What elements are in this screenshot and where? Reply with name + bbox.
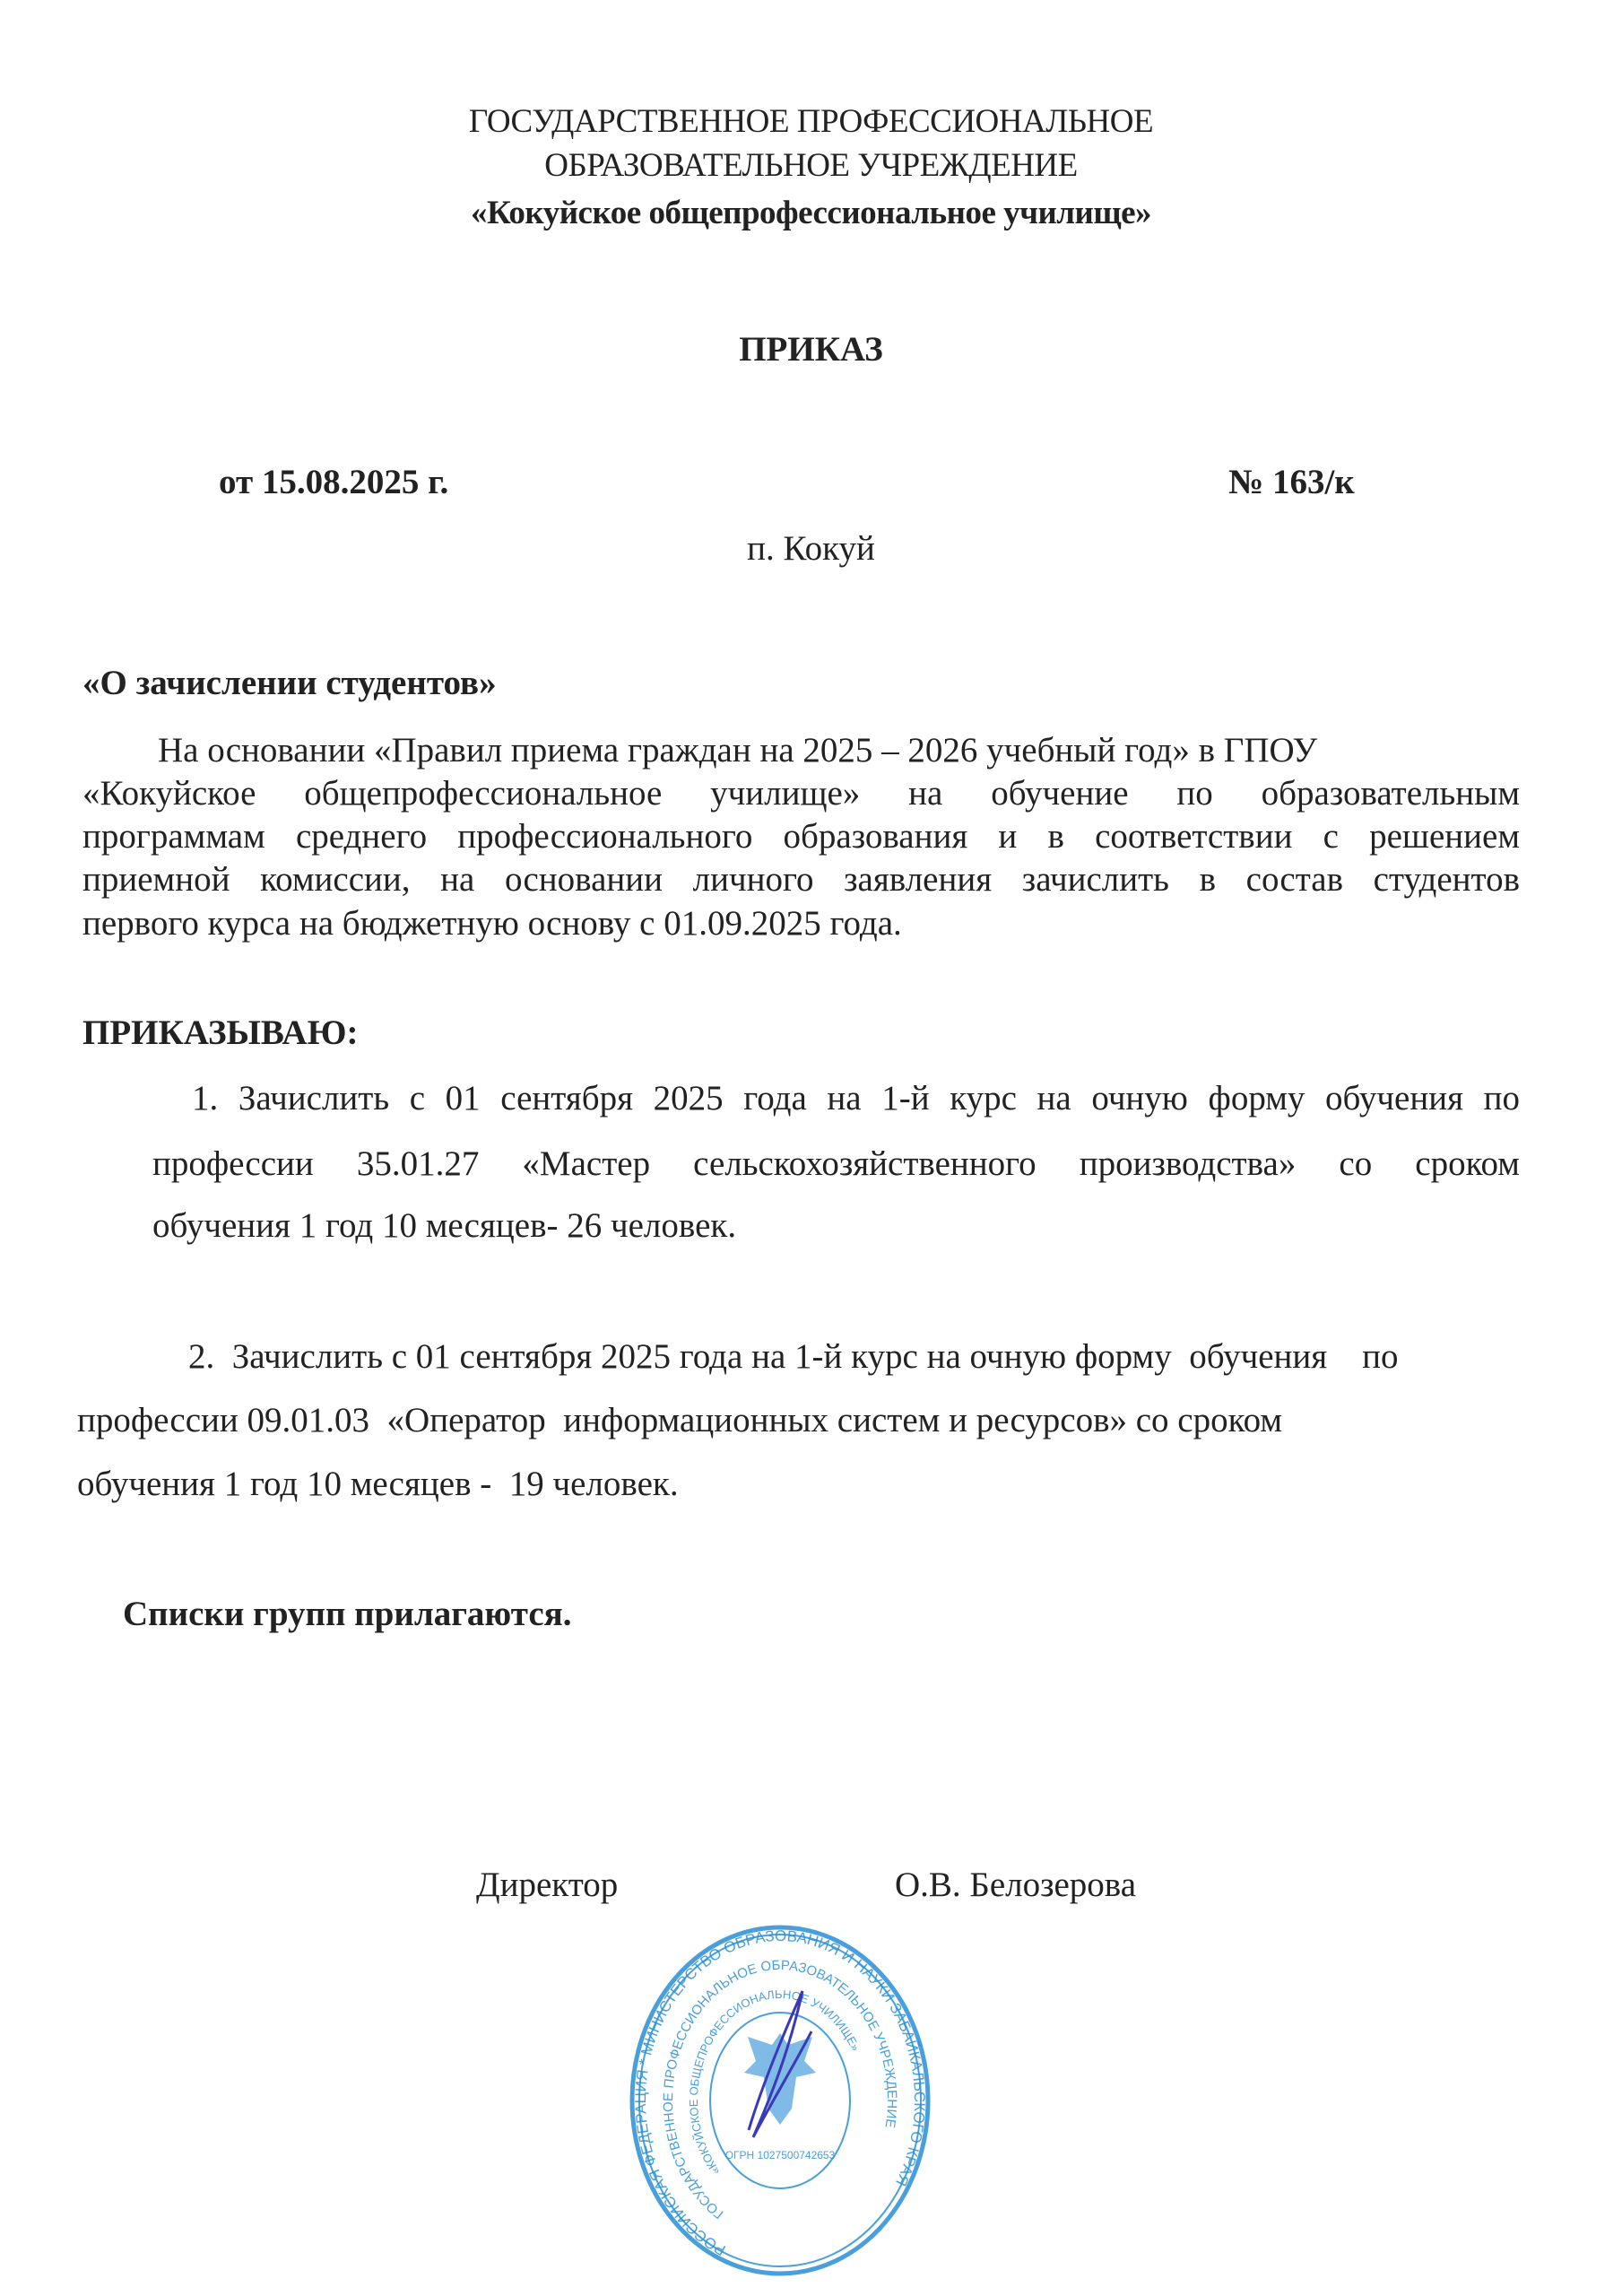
order-subject: «О зачислении студентов» bbox=[82, 664, 497, 702]
preamble-line: «Кокуйское общепрофессиональное училище» на обучение по образовательным bbox=[82, 774, 1520, 813]
item-line: обучения 1 год 10 месяцев- 26 человек. bbox=[152, 1206, 737, 1245]
order-title: ПРИКАЗ bbox=[739, 330, 883, 369]
preamble-line: первого курса на бюджетную основу с 01.09.2025 года. bbox=[82, 904, 902, 943]
order-date: от 15.08.2025 г. bbox=[219, 463, 449, 501]
order-place: п. Кокуй bbox=[747, 529, 875, 568]
svg-text:ГОСУДАРСТВЕННОЕ ПРОФЕССИОНАЛЬН: ГОСУДАРСТВЕННОЕ ПРОФЕССИОНАЛЬНОЕ ОБРАЗОВАТЕЛЬНОЕ УЧРЕЖДЕНИЕ bbox=[660, 1957, 900, 2222]
item-line: 2. Зачислить с 01 сентября 2025 года на 1-й курс на очную форму обучения по bbox=[188, 1337, 1399, 1376]
header-line-2: ОБРАЗОВАТЕЛЬНОЕ УЧРЕЖДЕНИЕ bbox=[544, 147, 1078, 184]
preamble-line: На основании «Правил приема граждан на 2025 – 2026 учебный год» в ГПОУ bbox=[158, 731, 1318, 770]
header-line-1: ГОСУДАРСТВЕННОЕ ПРОФЕССИОНАЛЬНОЕ bbox=[468, 103, 1154, 140]
attachments-note: Списки групп прилагаются. bbox=[123, 1595, 572, 1633]
svg-text:«КОКУЙСКОЕ ОБЩЕПРОФЕССИОНАЛЬНО: «КОКУЙСКОЕ ОБЩЕПРОФЕССИОНАЛЬНОЕ УЧИЛИЩЕ» bbox=[686, 1987, 863, 2178]
signature-name: О.В. Белозерова bbox=[895, 1866, 1137, 1904]
item-line: профессии 09.01.03 «Оператор информационных систем и ресурсов» со сроком bbox=[77, 1401, 1283, 1439]
official-stamp bbox=[628, 1924, 932, 2278]
signature-position: Директор bbox=[476, 1866, 619, 1904]
item-line: 1. Зачислить с 01 сентября 2025 года на 1-й курс на очную форму обучения по bbox=[192, 1079, 1520, 1118]
svg-text:РОССИЙСКАЯ ФЕДЕРАЦИЯ * МИНИСТЕ: РОССИЙСКАЯ ФЕДЕРАЦИЯ * МИНИСТЕРСТВО ОБРАЗОВАНИЯ И НАУКИ ЗАБАЙКАЛЬСКОГО КРАЯ bbox=[631, 1926, 929, 2259]
item-line: профессии 35.01.27 «Мастер сельскохозяйственного производства» со сроком bbox=[152, 1144, 1520, 1183]
stamp-ogrn: ОГРН 1027500742653 bbox=[724, 2149, 836, 2161]
directive-heading: ПРИКАЗЫВАЮ: bbox=[82, 1013, 359, 1052]
institution-name: «Кокуйское общепрофессиональное училище» bbox=[470, 195, 1152, 231]
preamble-line: приемной комиссии, на основании личного заявления зачислить в состав студентов bbox=[82, 860, 1520, 899]
order-number: № 163/к bbox=[1228, 463, 1355, 501]
preamble-line: программам среднего профессионального образования и в соответствии с решением bbox=[82, 817, 1520, 856]
item-line: обучения 1 год 10 месяцев - 19 человек. bbox=[77, 1465, 679, 1503]
